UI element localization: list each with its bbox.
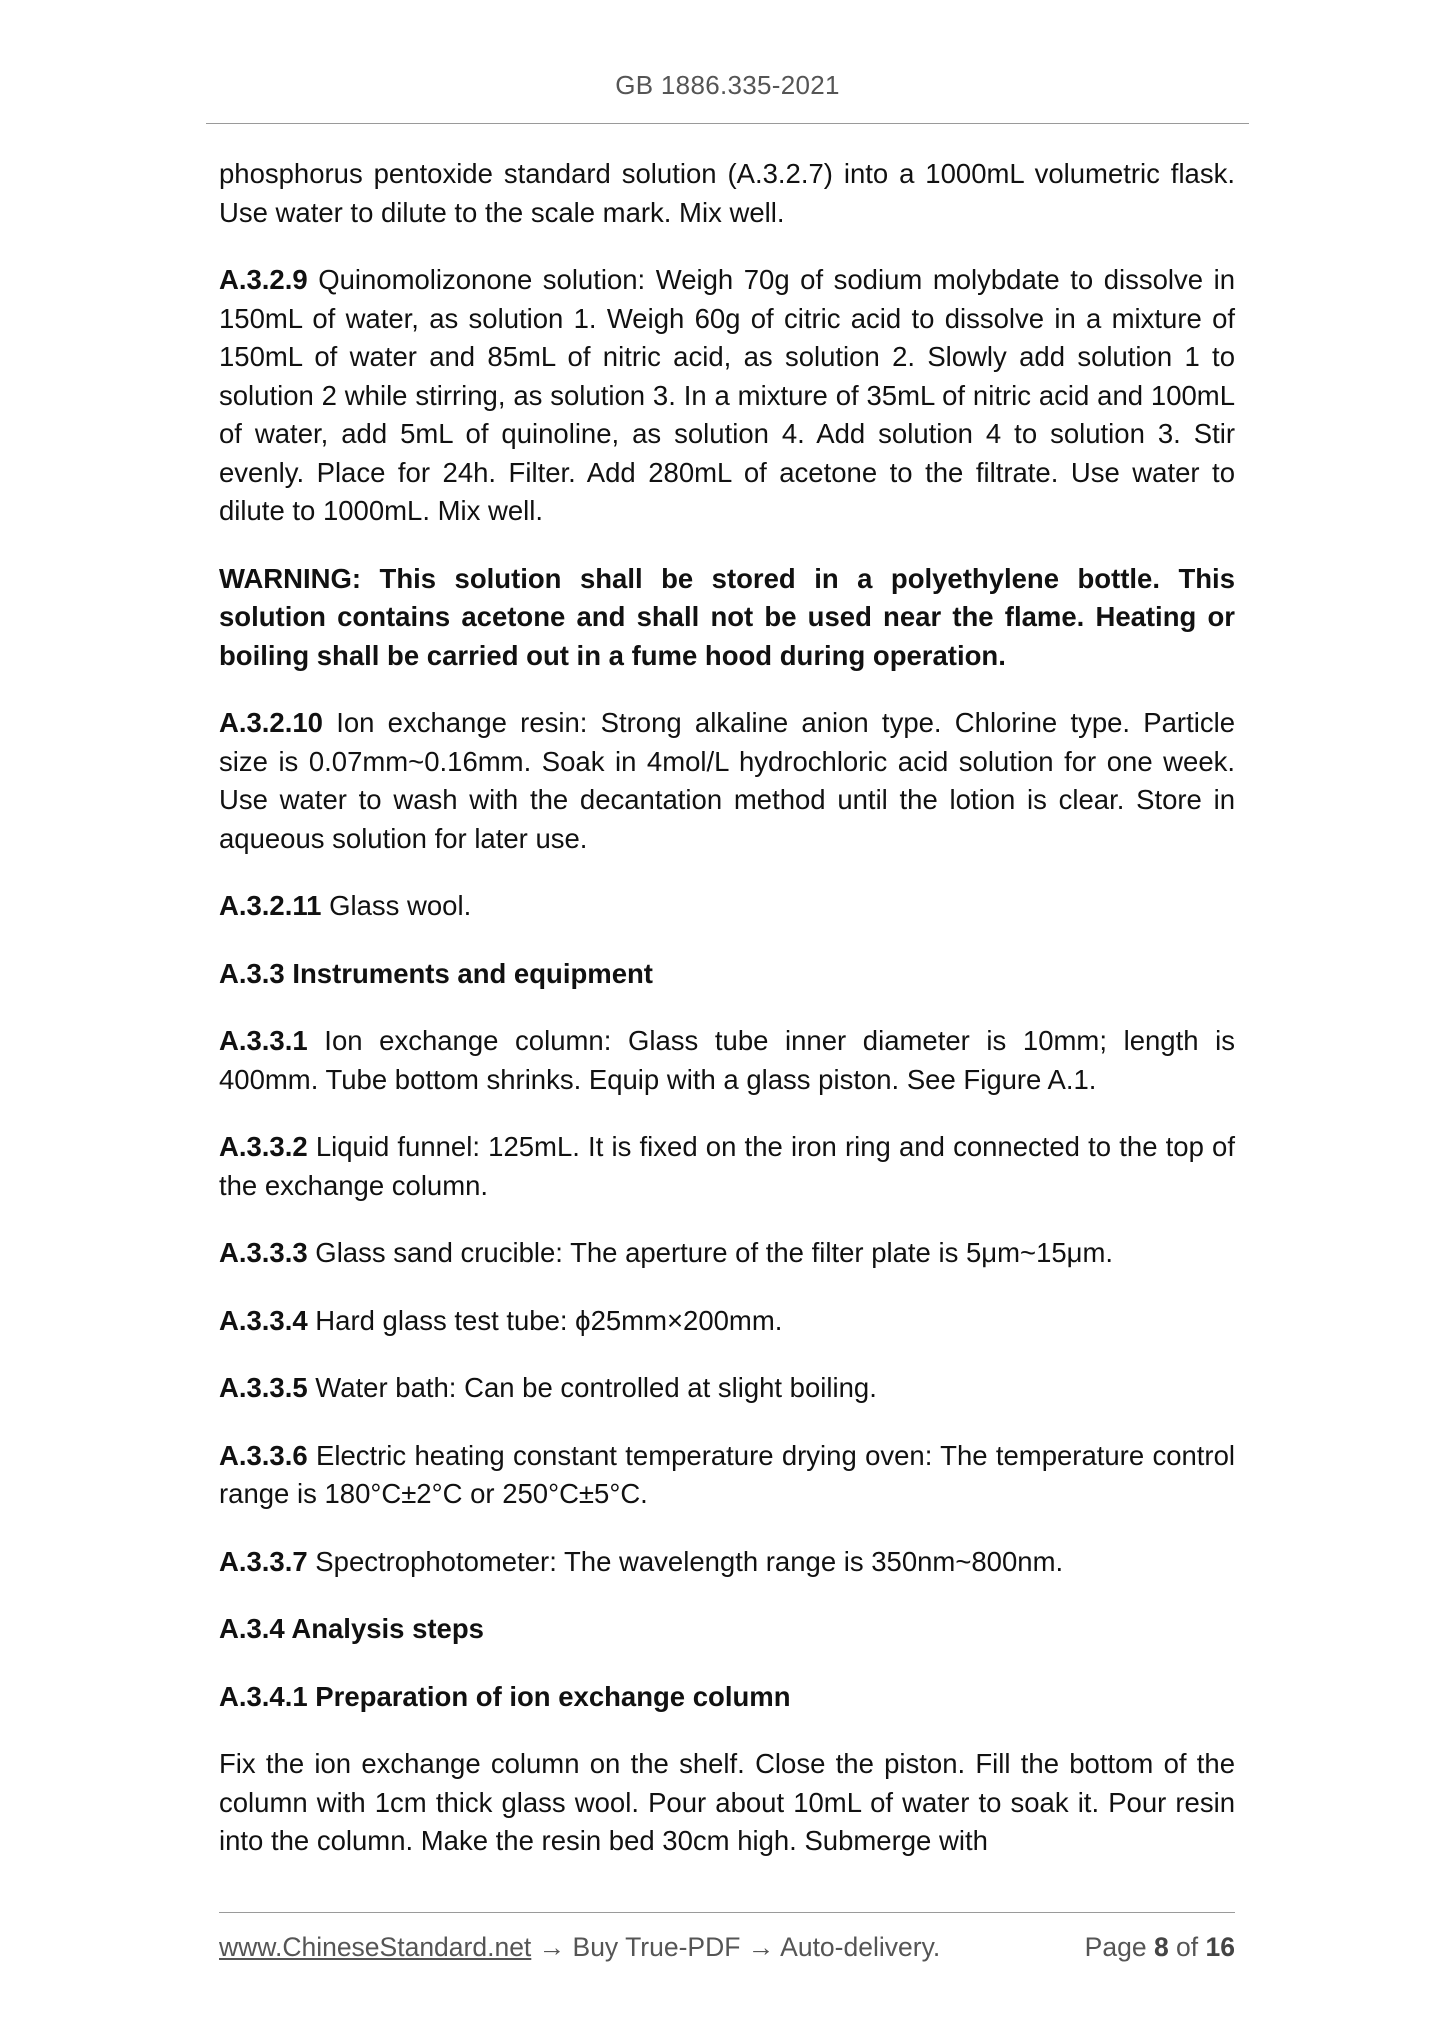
- clause-number: A.3.2.11: [219, 890, 322, 921]
- page-indicator: [1085, 1932, 1235, 1963]
- page-total: 16: [1205, 1932, 1235, 1962]
- clause-text: Quinomolizonone solution: Weigh 70g of sodium molybdate to dissolve in 150mL of water, as solution 1. Weigh 60g of citric acid to dissolve in a mixture of 150mL of water and 85mL of nitric acid, as solution 2. Slowly add solution 1 to solution 2 while stirring, as solution 3. In a mixture of 35mL of nitric acid and 100mL of water, add 5mL of quinoline, as solution 4. Add solution 4 to solution 3. Stir evenly. Place for 24h. Filter. Add 280mL of acetone to the filtrate. Use water to dilute to 1000mL. Mix well.: [219, 264, 1235, 526]
- clause-number: A.3.3.1: [219, 1025, 308, 1056]
- section-heading-a341: A.3.4.1 Preparation of ion exchange column: [219, 1680, 791, 1712]
- clause-number: A.3.3.2: [219, 1131, 308, 1162]
- footer-tagline: → Buy True-PDF → Auto-delivery.: [531, 1932, 941, 1962]
- clause-number: A.3.3.3: [219, 1237, 308, 1268]
- clause-number: A.3.2.10: [219, 707, 323, 738]
- footer-divider: [219, 1912, 1235, 1913]
- clause-a331: [219, 1022, 1235, 1099]
- page-number: 8: [1153, 1932, 1169, 1962]
- of-label: of: [1168, 1932, 1206, 1962]
- clause-number: A.3.3.7: [219, 1545, 308, 1577]
- section-heading-a34: A.3.4 Analysis steps: [219, 1613, 484, 1644]
- clause-a332: [219, 1128, 1235, 1205]
- clause-text: Electric heating constant temperature drying oven: The temperature control range is 180°C±2°C or 250°C±5°C.: [219, 1439, 1235, 1509]
- warning-note: WARNING: This solution shall be stored in a polyethylene bottle. This solution contains acetone and shall not be used near the flame. Heating or boiling shall be carried out in a fume hood during operation.: [219, 562, 1235, 671]
- paragraph-continuation: phosphorus pentoxide standard solution (A.3.2.7) into a 1000mL volumetric flask. Use water to dilute to the scale mark. Mix well.: [219, 158, 1235, 228]
- clause-number: A.3.3.6: [219, 1439, 308, 1471]
- clause-a3210: [219, 704, 1235, 858]
- clause-text: Glass sand crucible: The aperture of the filter plate is 5μm~15μm.: [307, 1237, 1114, 1268]
- clause-a335: [219, 1369, 1235, 1408]
- footer-left: [219, 1932, 940, 1963]
- clause-text: Liquid funnel: 125mL. It is fixed on the iron ring and connected to the top of the exchange column.: [219, 1131, 1235, 1201]
- page-label: Page: [1084, 1932, 1154, 1962]
- document-body: [219, 155, 1235, 1890]
- header-divider: [206, 123, 1249, 124]
- clause-a329: [219, 261, 1235, 531]
- paragraph-procedure: Fix the ion exchange column on the shelf. Close the piston. Fill the bottom of the column with 1cm thick glass wool. Pour about 10mL of water to soak it. Pour resin into the column. Make the resin bed 30cm high. Submerge with: [219, 1748, 1235, 1856]
- page-header-title: GB 1886.335-2021: [615, 70, 840, 100]
- page-footer: [219, 1932, 1235, 1963]
- clause-text: Hard glass test tube: ϕ25mm×200mm.: [307, 1304, 783, 1336]
- website-link[interactable]: www.ChineseStandard.net: [219, 1932, 532, 1962]
- clause-text: Water bath: Can be controlled at slight boiling.: [307, 1372, 877, 1403]
- clause-a3211: [219, 887, 1235, 926]
- section-heading-a33: A.3.3 Instruments and equipment: [219, 957, 653, 989]
- clause-a333: [219, 1234, 1235, 1273]
- clause-text: Glass wool.: [321, 890, 472, 921]
- clause-text: Ion exchange resin: Strong alkaline anion type. Chlorine type. Particle size is 0.07mm~0.16mm. Soak in 4mol/L hydrochloric acid solution for one week. Use water to wash with the decantation method until the lotion is clear. Store in aqueous solution for later use.: [219, 707, 1235, 854]
- clause-number: A.3.3.4: [219, 1304, 308, 1336]
- clause-number: A.3.3.5: [219, 1372, 308, 1403]
- clause-number: A.3.2.9: [219, 264, 308, 295]
- clause-a336: [219, 1437, 1235, 1514]
- clause-text: Spectrophotometer: The wavelength range is 350nm~800nm.: [307, 1545, 1064, 1577]
- clause-text: Ion exchange column: Glass tube inner diameter is 10mm; length is 400mm. Tube bottom shrinks. Equip with a glass piston. See Figure A.1.: [219, 1025, 1235, 1095]
- clause-a334: [219, 1302, 1235, 1341]
- clause-a337: [219, 1543, 1235, 1582]
